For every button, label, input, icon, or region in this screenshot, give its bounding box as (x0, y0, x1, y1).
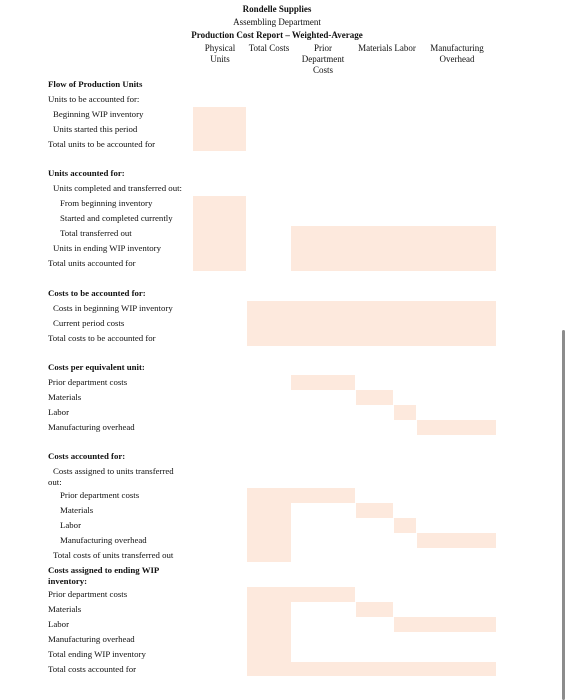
cost-per-eu-title: Costs per equivalent unit: (48, 362, 145, 372)
ca-prior-label: Prior department costs (60, 490, 140, 500)
input-costs-to-account[interactable] (247, 301, 496, 346)
col-mo-line1: Manufacturing (430, 43, 484, 53)
input-ca-total-costs[interactable] (247, 488, 291, 562)
col-prior-line2: Department (301, 54, 345, 64)
input-ca-materials[interactable] (356, 503, 393, 518)
input-cpeu-prior[interactable] (291, 375, 355, 390)
input-cpeu-overhead[interactable] (417, 420, 496, 435)
input-physical-units-accounted[interactable] (193, 196, 246, 271)
beginning-wip-costs-label: Costs in beginning WIP inventory (53, 303, 173, 313)
col-physical-units (198, 43, 242, 65)
input-end-labor-overhead[interactable] (394, 617, 496, 632)
input-ca-overhead[interactable] (417, 533, 496, 548)
department-name: Assembling Department (233, 17, 321, 27)
report-title: Production Cost Report – Weighted-Average (191, 30, 363, 40)
costs-to-account-title: Costs to be accounted for: (48, 288, 146, 298)
total-transferred-label: Total transferred out (60, 228, 132, 238)
total-units-accounted-label: Total units accounted for (48, 258, 136, 268)
beginning-wip-label: Beginning WIP inventory (53, 109, 144, 119)
input-end-total-costs[interactable] (247, 587, 291, 676)
costs-accounted-title: Costs accounted for: (48, 451, 126, 461)
from-beginning-label: From beginning inventory (60, 198, 153, 208)
ca-labor-label: Labor (60, 520, 82, 530)
total-costs-to-account-label: Total costs to be accounted for (48, 333, 156, 343)
total-units-to-account-label: Total units to be accounted for (48, 139, 156, 149)
vertical-scrollbar[interactable] (562, 330, 565, 700)
cpeu-overhead-label: Manufacturing overhead (48, 422, 135, 432)
end-overhead-label: Manufacturing overhead (48, 634, 135, 644)
col-physical-units-line2: Units (210, 54, 230, 64)
cpeu-materials-label: Materials (48, 392, 82, 402)
end-labor-label: Labor (48, 619, 70, 629)
flow-title: Flow of Production Units (48, 79, 143, 89)
company-name: Rondelle Supplies (242, 4, 312, 14)
units-to-account-label: Units to be accounted for: (48, 94, 140, 104)
total-ending-wip-label: Total ending WIP inventory (48, 649, 146, 659)
units-accounted-title: Units accounted for: (48, 168, 125, 178)
assigned-transferred-label: Costs assigned to units transferred out: (48, 466, 174, 487)
input-physical-units-flow[interactable] (193, 107, 246, 151)
col-prior-line1: Prior (314, 43, 332, 53)
input-cpeu-labor[interactable] (394, 405, 416, 420)
current-period-costs-label: Current period costs (53, 318, 125, 328)
cpeu-labor-label: Labor (48, 407, 70, 417)
started-completed-label: Started and completed currently (60, 213, 173, 223)
cpeu-prior-label: Prior department costs (48, 377, 128, 387)
col-total-costs (244, 43, 294, 54)
end-prior-label: Prior department costs (48, 589, 128, 599)
completed-transferred-label: Units completed and transferred out: (53, 183, 182, 193)
col-materials-labor (352, 43, 422, 54)
ca-overhead-label: Manufacturing overhead (60, 535, 147, 545)
ending-wip-units-label: Units in ending WIP inventory (53, 243, 161, 253)
col-physical-units-line1: Physical (204, 43, 236, 53)
assigned-ending-label: Costs assigned to ending WIP inventory: (48, 565, 159, 586)
col-materials-labor-line1: Materials Labor (358, 43, 416, 53)
col-prior-line3: Costs (312, 65, 333, 75)
input-ca-prior[interactable] (291, 488, 355, 503)
col-manufacturing-overhead (424, 43, 490, 65)
input-ca-labor[interactable] (394, 518, 416, 533)
total-transferred-costs-label: Total costs of units transferred out (53, 550, 174, 560)
col-mo-line2: Overhead (439, 54, 475, 64)
input-equivalent-units[interactable] (291, 226, 496, 271)
ca-materials-label: Materials (60, 505, 94, 515)
end-materials-label: Materials (48, 604, 82, 614)
input-end-prior[interactable] (291, 587, 355, 602)
total-costs-accounted-label: Total costs accounted for (48, 664, 137, 674)
units-started-label: Units started this period (53, 124, 138, 134)
input-end-materials[interactable] (356, 602, 393, 617)
col-total-costs-line1: Total Costs (248, 43, 290, 53)
col-prior-dept-costs (296, 43, 350, 76)
input-total-costs-accounted-row[interactable] (291, 662, 496, 676)
input-cpeu-materials[interactable] (356, 390, 393, 405)
